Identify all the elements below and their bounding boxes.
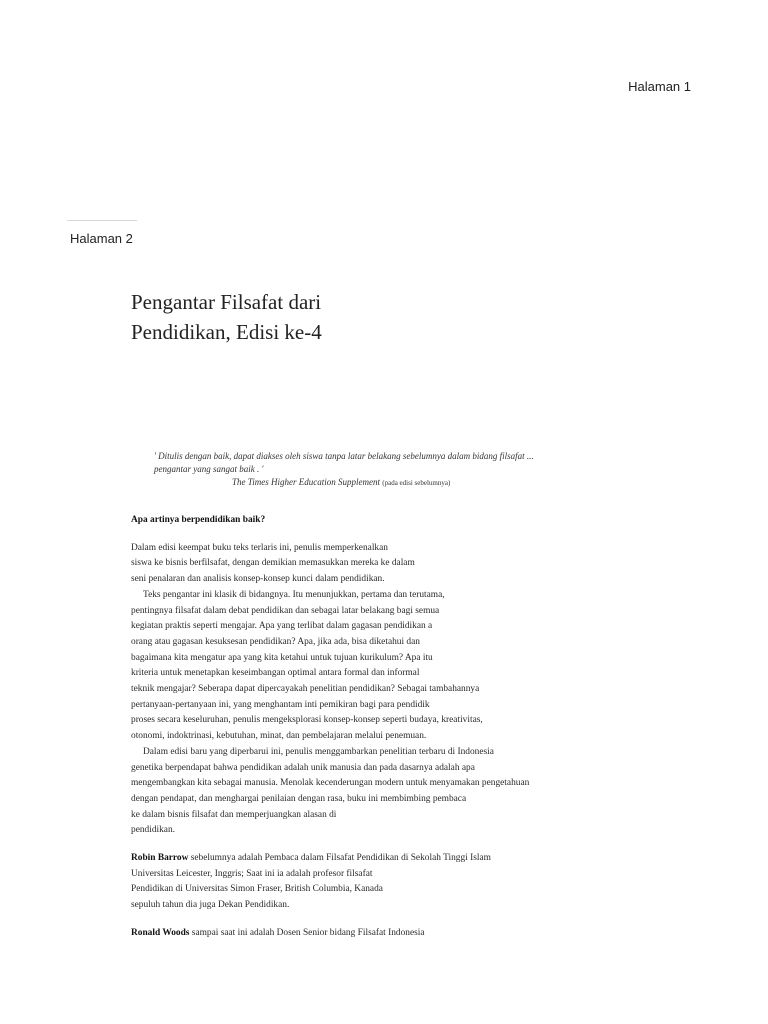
- quote-source-note: (pada edisi sebelumnya): [382, 479, 451, 487]
- quote-source: [154, 476, 594, 490]
- paragraph-line: kriteria untuk menetapkan keseimbangan optimal antara formal dan informal: [131, 668, 420, 679]
- book-title: [131, 287, 322, 347]
- paragraph-line: otonomi, indoktrinasi, kebutuhan, minat, dan pembelajaran melalui penemuan.: [131, 731, 427, 742]
- paragraph-line: dengan pendapat, dan menghargai penilaian dengan rasa, buku ini membimbing pembaca: [131, 793, 467, 804]
- page-2-label: Halaman 2: [70, 231, 133, 246]
- paragraph-line: Teks pengantar ini klasik di bidangnya. Itu menunjukkan, pertama dan terutama,: [143, 589, 445, 600]
- paragraph-line: kegiatan praktis seperti mengajar. Apa yang terlibat dalam gagasan pendidikan a: [131, 621, 433, 632]
- paragraph-line: ke dalam bisnis filsafat dan memperjuangkan alasan di: [131, 809, 337, 820]
- author-1-line-4: sepuluh tahun dia juga Dekan Pendidikan.: [131, 900, 290, 911]
- paragraph-line: orang atau gagasan kesuksesan pendidikan? Apa, jika ada, bisa diketahui dan: [131, 636, 420, 647]
- author-1-name: Robin Barrow: [131, 853, 189, 864]
- paragraph-line: Dalam edisi baru yang diperbarui ini, penulis menggambarkan penelitian terbaru di Indonesia: [143, 746, 494, 757]
- paragraph-line: seni penalaran dan analisis konsep-konsep kunci dalam pendidikan.: [131, 574, 385, 585]
- author-1-line-1: sebelumnya adalah Pembaca dalam Filsafat Pendidikan di Sekolah Tinggi Islam: [188, 853, 491, 864]
- section-heading: Apa artinya berpendidikan baik?: [131, 515, 266, 525]
- paragraph-line: pentingnya filsafat dalam debat pendidikan dan sebagai latar belakang bagi semua: [131, 605, 440, 616]
- page-1-label: Halaman 1: [628, 79, 691, 94]
- author-1-line-3: Pendidikan di Universitas Simon Fraser, British Columbia, Kanada: [131, 884, 383, 895]
- quote-line-1: ' Ditulis dengan baik, dapat diakses oleh siswa tanpa latar belakang sebelumnya dalam bidang filsafat ...: [154, 451, 534, 461]
- paragraph-line: pendidikan.: [131, 825, 176, 836]
- author-2-bio-line: [131, 926, 601, 942]
- paragraph-line: mengembangkan kita sebagai manusia. Menolak kecenderungan modern untuk menyamakan pengetahuan: [131, 778, 530, 789]
- author-1-line-2: Universitas Leicester, Inggris; Saat ini ia adalah profesor filsafat: [131, 868, 373, 879]
- book-description: [131, 513, 601, 942]
- author-2-name: Ronald Woods: [131, 927, 190, 938]
- paragraph-line: Dalam edisi keempat buku teks terlaris ini, penulis memperkenalkan: [131, 542, 388, 553]
- quote-source-name: The Times Higher Education Supplement: [232, 477, 380, 487]
- paragraph-line: teknik mengajar? Seberapa dapat dipercayakah penelitian pendidikan? Sebagai tambahannya: [131, 684, 480, 695]
- quote-line-2: pengantar yang sangat baik . ': [154, 464, 264, 474]
- title-line-2: Pendidikan, Edisi ke-4: [131, 320, 322, 344]
- author-1-bio-line: [131, 851, 601, 867]
- review-quote: [154, 450, 594, 490]
- author-2-line-1: sampai saat ini adalah Dosen Senior bidang Filsafat Indonesia: [189, 927, 425, 938]
- title-line-1: Pengantar Filsafat dari: [131, 290, 322, 314]
- page-divider: [67, 220, 137, 221]
- paragraph-line: bagaimana kita mengatur apa yang kita ketahui untuk tujuan kurikulum? Apa itu: [131, 652, 433, 663]
- paragraph-line: pertanyaan-pertanyaan ini, yang menghantam inti pemikiran bagi para pendidik: [131, 699, 430, 710]
- paragraph-line: proses secara keseluruhan, penulis mengeksplorasi konsep-konsep seperti budaya, kreativitas,: [131, 715, 483, 726]
- paragraph-line: genetika berpendapat bahwa pendidikan adalah unik manusia dan pada dasarnya adalah apa: [131, 762, 475, 773]
- paragraph-line: siswa ke bisnis berfilsafat, dengan demikian memasukkan mereka ke dalam: [131, 558, 415, 569]
